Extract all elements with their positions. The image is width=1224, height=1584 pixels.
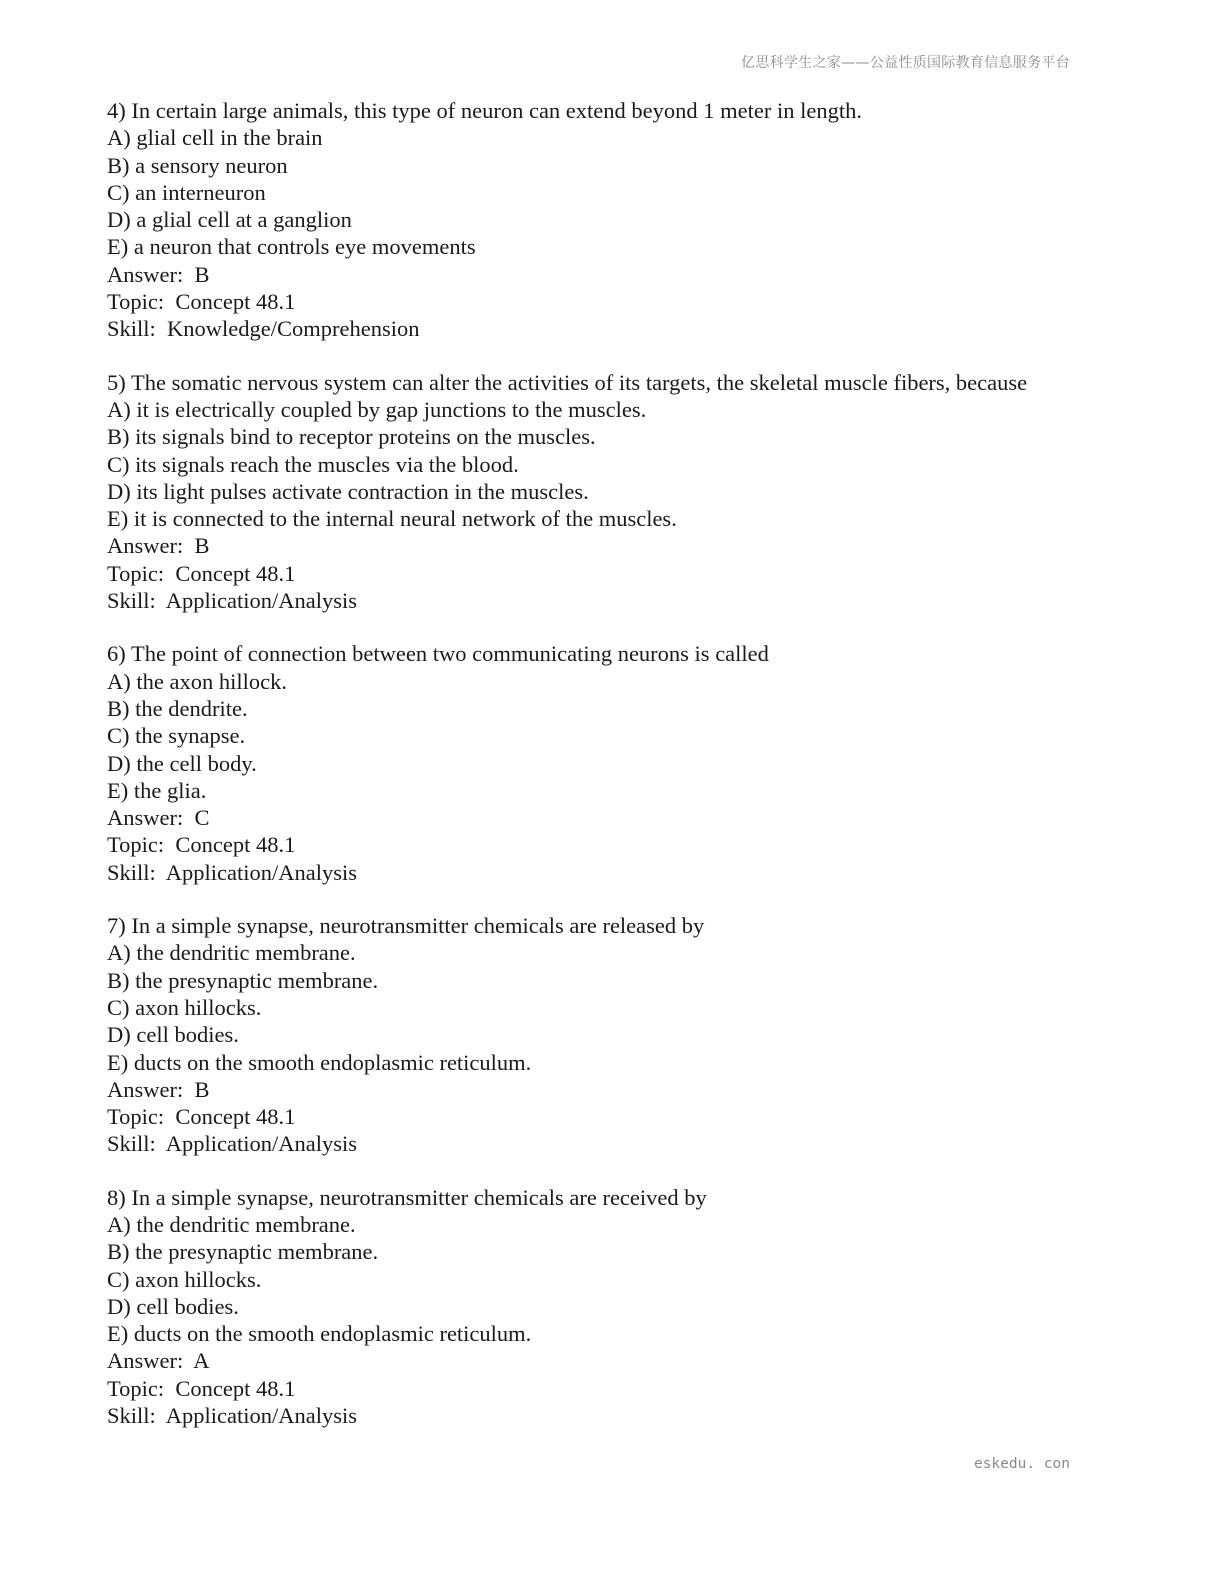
question-stem: 7) In a simple synapse, neurotransmitter chemicals are released by — [107, 913, 705, 939]
option-d: D) a glial cell at a ganglion — [107, 207, 352, 233]
skill-line: Skill: Application/Analysis — [107, 588, 358, 614]
option-b: B) a sensory neuron — [107, 152, 288, 178]
option-a: A) the dendritic membrane. — [107, 940, 356, 966]
topic-line: Topic: Concept 48.1 — [107, 1104, 296, 1130]
answer-line: Answer: B — [107, 533, 210, 559]
option-b: B) its signals bind to receptor proteins on the muscles. — [107, 424, 596, 450]
option-d: D) cell bodies. — [107, 1293, 239, 1319]
skill-line: Skill: Application/Analysis — [107, 859, 358, 885]
option-b: B) the presynaptic membrane. — [107, 967, 379, 993]
option-c: C) axon hillocks. — [107, 1266, 262, 1292]
page-header-watermark: 亿思科学生之家——公益性质国际教育信息服务平台 — [741, 55, 1070, 71]
option-d: D) its light pulses activate contraction in the muscles. — [107, 478, 589, 504]
option-b: B) the presynaptic membrane. — [107, 1239, 379, 1265]
option-e: E) it is connected to the internal neural network of the muscles. — [107, 506, 677, 532]
question-stem: 4) In certain large animals, this type of neuron can extend beyond 1 meter in length. — [107, 98, 862, 123]
option-a: A) the axon hillock. — [107, 668, 287, 694]
option-d: D) cell bodies. — [107, 1022, 239, 1048]
question-stem: 5) The somatic nervous system can alter the activities of its targets, the skeletal muscle fibers, because — [107, 369, 1028, 395]
option-b: B) the dendrite. — [107, 695, 248, 721]
option-c: C) its signals reach the muscles via the blood. — [107, 451, 519, 477]
question-list — [107, 97, 1117, 1455]
page-footer-watermark: eskedu. con — [973, 1456, 1070, 1472]
option-a: A) glial cell in the brain — [107, 125, 323, 151]
topic-line: Topic: Concept 48.1 — [107, 832, 296, 858]
skill-line: Skill: Application/Analysis — [107, 1131, 358, 1157]
option-c: C) an interneuron — [107, 179, 266, 205]
topic-line: Topic: Concept 48.1 — [107, 560, 296, 586]
question-6 — [107, 640, 1117, 886]
question-4 — [107, 97, 1117, 343]
topic-line: Topic: Concept 48.1 — [107, 1375, 296, 1401]
answer-line: Answer: C — [107, 805, 210, 831]
question-5 — [107, 369, 1117, 615]
option-e: E) the glia. — [107, 777, 207, 803]
option-a: A) the dendritic membrane. — [107, 1211, 356, 1237]
question-stem: 8) In a simple synapse, neurotransmitter chemicals are received by — [107, 1184, 707, 1210]
question-7 — [107, 912, 1117, 1158]
answer-line: Answer: B — [107, 1076, 210, 1102]
option-e: E) a neuron that controls eye movements — [107, 234, 476, 260]
answer-line: Answer: B — [107, 261, 210, 287]
option-a: A) it is electrically coupled by gap junctions to the muscles. — [107, 396, 647, 422]
option-e: E) ducts on the smooth endoplasmic reticulum. — [107, 1049, 532, 1075]
question-stem: 6) The point of connection between two communicating neurons is called — [107, 641, 769, 667]
option-e: E) ducts on the smooth endoplasmic reticulum. — [107, 1321, 532, 1347]
topic-line: Topic: Concept 48.1 — [107, 289, 296, 315]
option-c: C) the synapse. — [107, 723, 246, 749]
question-8 — [107, 1184, 1117, 1430]
skill-line: Skill: Knowledge/Comprehension — [107, 316, 420, 342]
option-d: D) the cell body. — [107, 750, 257, 776]
skill-line: Skill: Application/Analysis — [107, 1403, 358, 1429]
answer-line: Answer: A — [107, 1348, 210, 1374]
option-c: C) axon hillocks. — [107, 994, 262, 1020]
